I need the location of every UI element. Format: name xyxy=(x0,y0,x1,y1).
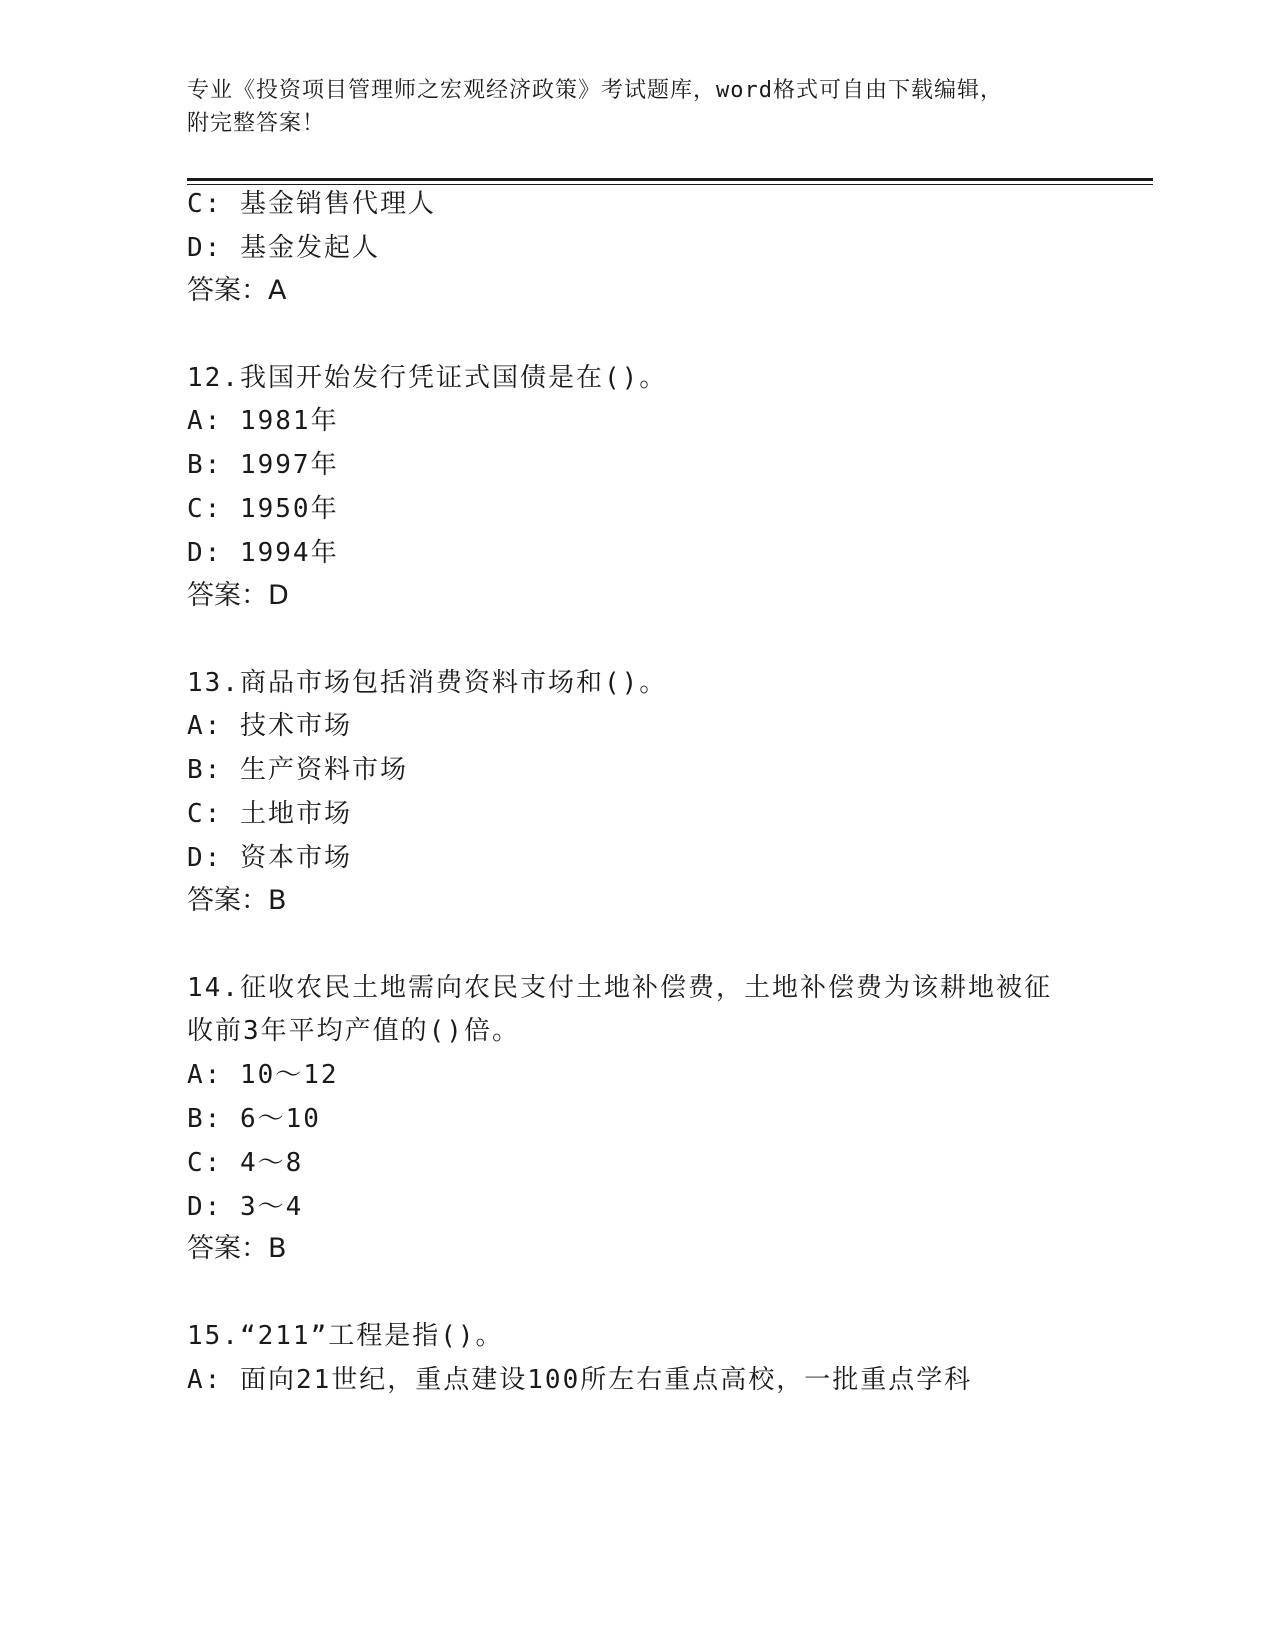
option-a: A: 技术市场 xyxy=(187,711,352,741)
option-a: A: 面向21世纪，重点建设100所左右重点高校，一批重点学科 xyxy=(187,1365,973,1395)
option-c: C: 4～8 xyxy=(187,1148,304,1178)
option-a: A: 10～12 xyxy=(187,1060,339,1090)
header-divider-thin xyxy=(187,184,1153,185)
option-d: D: 基金发起人 xyxy=(187,233,380,263)
question-stem: 13.商品市场包括消费资料市场和()。 xyxy=(187,668,668,698)
option-c: C: 1950年 xyxy=(187,494,339,524)
option-d: D: 3～4 xyxy=(187,1192,304,1222)
option-d: D: 1994年 xyxy=(187,538,339,568)
question-stem: 14.征收农民土地需向农民支付土地补偿费，土地补偿费为该耕地被征 xyxy=(187,973,1052,1003)
answer-label: 答案：B xyxy=(187,1233,287,1264)
document-header xyxy=(187,74,1087,140)
option-c: C: 土地市场 xyxy=(187,799,352,829)
option-b: B: 生产资料市场 xyxy=(187,755,408,785)
option-b: B: 6～10 xyxy=(187,1104,321,1134)
option-d: D: 资本市场 xyxy=(187,843,352,873)
option-b: B: 1997年 xyxy=(187,450,339,480)
header-line-1: 专业《投资项目管理师之宏观经济政策》考试题库，word格式可自由下载编辑， xyxy=(187,78,1003,103)
option-c: C: 基金销售代理人 xyxy=(187,189,436,219)
question-stem-continued: 收前3年平均产值的()倍。 xyxy=(187,1016,520,1046)
header-divider-thick xyxy=(187,178,1153,181)
answer-label: 答案：D xyxy=(187,580,289,611)
question-stem: 12.我国开始发行凭证式国债是在()。 xyxy=(187,363,668,393)
option-a: A: 1981年 xyxy=(187,406,339,436)
answer-label: 答案：B xyxy=(187,885,287,916)
header-line-2: 附完整答案！ xyxy=(187,111,326,136)
answer-label: 答案：A xyxy=(187,275,287,306)
question-stem: 15.“211”工程是指()。 xyxy=(187,1321,504,1351)
